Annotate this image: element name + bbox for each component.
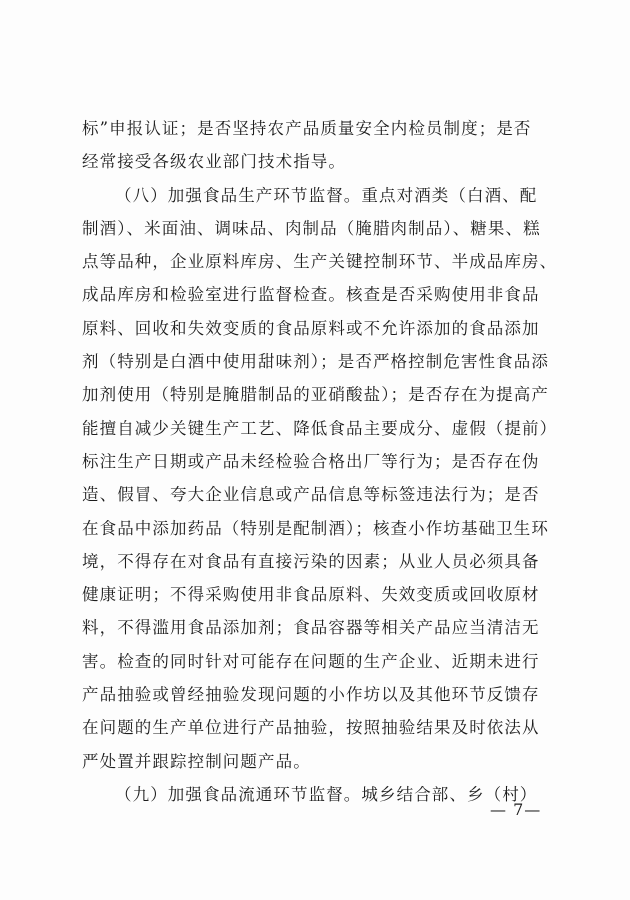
text-line: 制酒）、米面油、调味品、肉制品（腌腊肉制品）、糖果、糕 [82,218,541,238]
text-line: 点等品种，企业原料库房、生产关键控制环节、半成品库房、 [82,252,558,272]
page-number: — 7— [490,800,542,819]
text-line: 害。检查的同时针对可能存在问题的生产企业、近期未进行 [82,651,540,671]
text-line: 标注生产日期或产品未经检验合格出厂等行为；是否存在伪 [82,451,540,471]
document-body [82,112,562,811]
text-line: 成品库房和检验室进行监督检查。核查是否采购使用非食品 [82,285,540,305]
section-heading-line: （八）加强食品生产环节监督。重点对酒类（白酒、配 [115,185,538,205]
text-line: 在食品中添加药品（特别是配制酒）；核查小作坊基础卫生环 [82,518,549,538]
text-line: 在问题的生产单位进行产品抽验，按照抽验结果及时依法从 [82,718,540,738]
text-line: 经常接受各级农业部门技术指导。 [82,152,346,172]
text-line: 标”申报认证；是否坚持农产品质量安全内检员制度；是否 [82,119,532,138]
text-line: 境，不得存在对食品有直接污染的因素；从业人员必须具备 [82,551,540,571]
text-line: 产品抽验或曾经抽验发现问题的小作坊以及其他环节反馈存 [82,685,540,705]
text-line: 加剂使用（特别是腌腊制品的亚硝酸盐）；是否存在为提高产 [82,385,549,405]
text-line: 原料、回收和失效变质的食品原料或不允许添加的食品添加 [82,318,540,338]
text-line: 健康证明；不得采购使用非食品原料、失效变质或回收原材 [82,585,540,605]
text-line: 能擅自减少关键生产工艺、降低食品主要成分、虚假（提前） [82,418,558,438]
text-line: 严处置并跟踪控制问题产品。 [82,751,311,771]
text-line: 料，不得滥用食品添加剂；食品容器等相关产品应当清洁无 [82,618,540,638]
text-line: 剂（特别是白酒中使用甜味剂）；是否严格控制危害性食品添 [82,352,549,372]
section-heading-line: （九）加强食品流通环节监督。城乡结合部、乡（村） [115,784,538,804]
text-line: 造、假冒、夸大企业信息或产品信息等标签违法行为；是否 [82,485,540,505]
